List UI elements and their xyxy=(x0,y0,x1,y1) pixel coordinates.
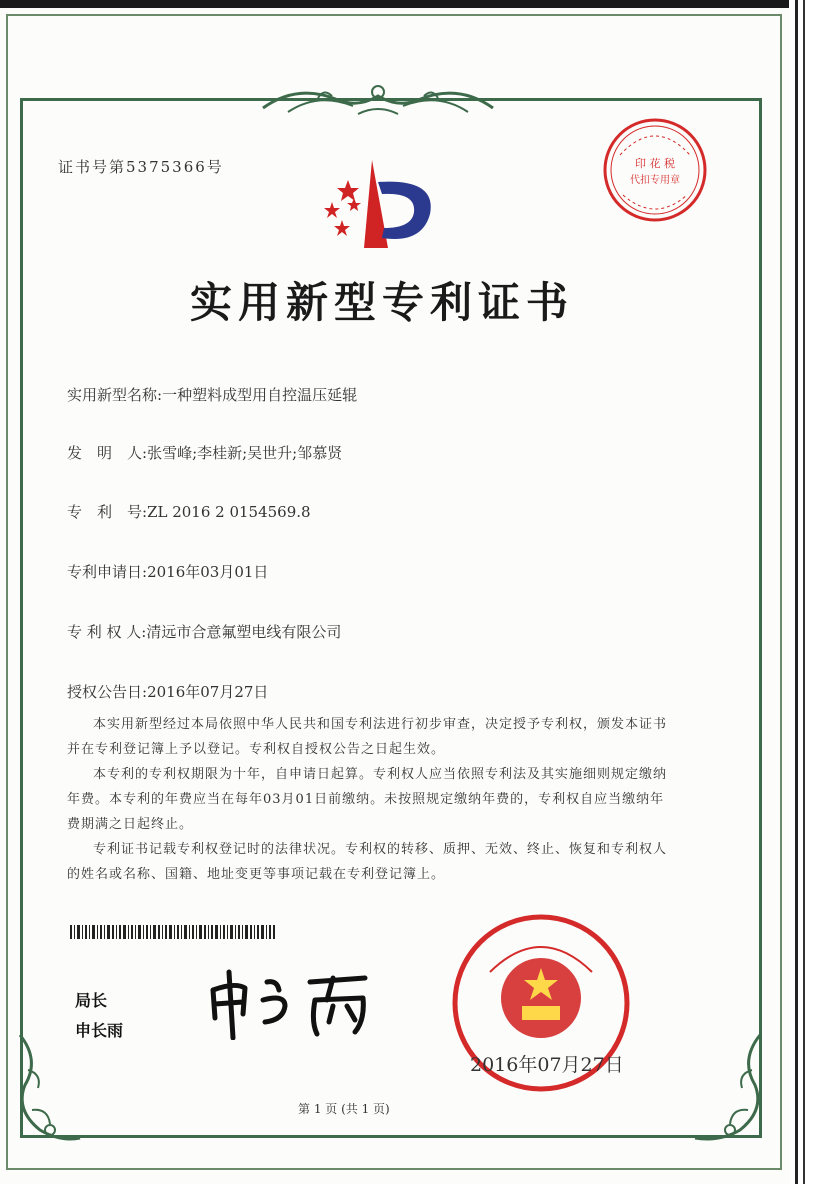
inventor-value: 张雪峰;李桂新;吴世升;邹慕贤 xyxy=(147,444,343,462)
inventor-row xyxy=(67,442,342,463)
scan-edge-right xyxy=(789,0,829,1184)
grant-date-value: 2016年07月27日 xyxy=(147,683,269,701)
certificate-number: 证书号第5375366号 xyxy=(58,158,224,176)
patent-number-value: ZL 2016 2 0154569.8 xyxy=(147,503,311,521)
filing-date-row xyxy=(67,561,268,582)
tax-stamp xyxy=(598,115,712,225)
certificate-title: 实用新型专利证书 xyxy=(190,278,575,327)
officer-name: 申长雨 xyxy=(75,1021,124,1040)
patentee-row xyxy=(67,621,341,642)
certificate-body xyxy=(67,712,667,887)
issue-date: 2016年07月27日 xyxy=(470,1054,624,1076)
inventor-label: 发 明 人: xyxy=(67,444,148,462)
svg-text:代扣专用章: 代扣专用章 xyxy=(630,175,680,186)
signature xyxy=(205,960,380,1040)
filing-date-value: 2016年03月01日 xyxy=(147,563,269,581)
inner-frame xyxy=(20,98,762,1138)
svg-text:印 花 税: 印 花 税 xyxy=(635,157,675,170)
body-paragraph-3: 专利证书记载专利权登记时的法律状况。专利权的转移、质押、无效、终止、恢复和专利权人的姓名或名称、国籍、地址变更等事项记载在专利登记簿上。 xyxy=(67,842,668,882)
barcode xyxy=(70,925,275,939)
patentee-label: 专 利 权 人: xyxy=(67,623,147,641)
grant-date-label: 授权公告日: xyxy=(67,683,148,701)
model-name-row xyxy=(67,384,357,405)
bottom-right-ornament xyxy=(680,1030,770,1150)
patentee-value: 清远市合意氟塑电线有限公司 xyxy=(146,623,342,641)
patent-number-row xyxy=(67,501,311,522)
patent-number-label: 专 利 号: xyxy=(67,503,148,521)
bottom-left-ornament xyxy=(10,1030,90,1150)
filing-date-label: 专利申请日: xyxy=(67,563,148,581)
grant-date-row xyxy=(67,681,268,702)
body-paragraph-2: 本专利的专利权期限为十年，自申请日起算。专利权人应当依照专利法及其实施细则规定缴纳年费。本专利的年费应当在每年03月01日前缴纳。未按照规定缴纳年费的，专利权自应当缴纳年费期满之日起终止。 xyxy=(67,767,668,832)
officer-title: 局长 xyxy=(75,991,108,1010)
body-paragraph-1: 本实用新型经过本局依照中华人民共和国专利法进行初步审查，决定授予专利权，颁发本证书并在专利登记簿上予以登记。专利权自授权公告之日起生效。 xyxy=(67,717,668,757)
model-name-label: 实用新型名称: xyxy=(67,386,163,404)
model-name-value: 一种塑料成型用自控温压延辊 xyxy=(162,386,358,404)
scan-edge-top xyxy=(0,0,829,8)
top-ornament xyxy=(258,78,498,122)
cnipa-logo-icon xyxy=(312,158,437,253)
page-footer: 第 1 页 (共 1 页) xyxy=(298,1102,390,1116)
